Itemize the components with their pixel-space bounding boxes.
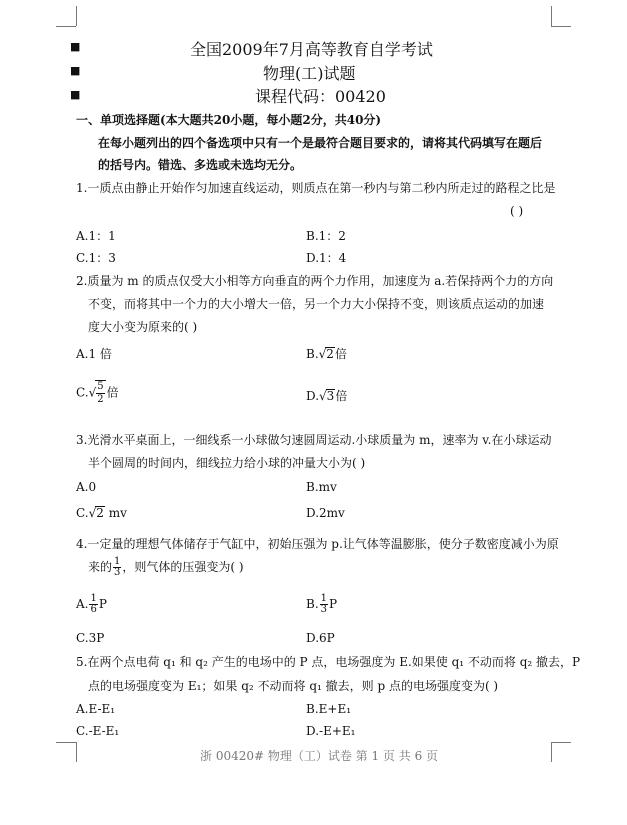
q2-option-c: C.√ $\frac{5}{2}$ 倍	[76, 381, 119, 405]
q4-option-c: C.3P	[76, 631, 105, 645]
crop-mark-top-right-h	[551, 26, 571, 27]
q2-option-c-prefix: C.	[76, 385, 89, 400]
q4-stem-line-1: 4.一定量的理想气体储存于气缸中，初始压强为 p.让气体等温膨胀，使分子数密度减小为原	[76, 537, 559, 551]
q3-option-b: B.mv	[306, 480, 337, 494]
q4-option-b-denominator: 3	[320, 604, 328, 615]
crop-mark-bottom-right-h	[551, 742, 571, 743]
crop-mark-bottom-left-h	[56, 742, 76, 743]
q2-option-b-suffix: 倍	[334, 347, 347, 361]
q1-answer-paren: ( )	[510, 204, 524, 218]
q2-option-c-suffix: 倍	[106, 385, 119, 400]
q5-stem-line-2: 点的电场强度变为 E₁；如果 q₂ 不动而将 q₁ 撤去，则 p 点的电场强度变为( )	[88, 679, 499, 693]
q3-option-c-suffix: mv	[108, 506, 127, 520]
q4-option-b-numerator: 1	[320, 593, 328, 604]
q2-option-b: B.√2倍	[306, 347, 347, 361]
q1-option-b: B.1：2	[306, 229, 346, 243]
q4-option-a-numerator: 1	[90, 593, 97, 604]
bullet-1: ■	[70, 40, 81, 53]
q2-option-a: A.1 倍	[76, 347, 112, 361]
q4-option-d: D.6P	[306, 631, 335, 645]
q2-option-d: D.√3倍	[306, 389, 348, 403]
crop-mark-bottom-right-v	[551, 742, 552, 762]
q3-option-c-prefix: C.	[76, 506, 89, 520]
q4-stem-line-2	[88, 557, 244, 578]
instruction-line-2: 的括号内。错选、多选或未选均无分。	[98, 158, 303, 172]
q1-stem: 1.一质点由静止开始作匀加速直线运动，则质点在第一秒内与第二秒内所走过的路程之比是	[76, 181, 556, 195]
q2-option-d-radicand: 3	[326, 389, 335, 403]
q5-stem-line-1: 5.在两个点电荷 q₁ 和 q₂ 产生的电场中的 P 点，电场强度为 E.如果使 q₁ 不动而将 q₂ 撤去，P	[76, 655, 581, 669]
q4-option-a-prefix: A.	[76, 597, 89, 611]
q2-option-c-fraction	[95, 380, 105, 406]
q4-option-b-fraction	[320, 594, 328, 615]
q3-stem-line-2: 半个圆周的时间内，细线拉力给小球的冲量大小为( )	[88, 456, 366, 470]
q2-option-c-denominator: 2	[97, 394, 104, 405]
q4-stem-suffix: ，则气体的压强变为( )	[122, 560, 244, 574]
q3-stem-line-1: 3.光滑水平桌面上，一细线系一小球做匀速圆周运动.小球质量为 m，速率为 v.在小球运动	[76, 433, 552, 447]
q2-option-c-numerator: 5	[97, 381, 104, 392]
q1-option-c: C.1：3	[76, 251, 116, 265]
q4-option-a-fraction	[89, 594, 97, 615]
exam-subtitle: 物理(工)试题	[263, 64, 356, 83]
q3-option-c: C.√2 mv	[76, 506, 127, 520]
q1-option-d: D.1：4	[306, 251, 347, 265]
q4-stem-prefix: 来的	[88, 560, 113, 574]
q5-option-b: B.E+E₁	[306, 702, 352, 716]
q5-option-d: D.-E+E₁	[306, 724, 356, 738]
q2-option-b-prefix: B.	[306, 347, 319, 361]
section-heading: 一、单项选择题(本大题共20小题，每小题2分，共40分)	[76, 113, 382, 127]
crop-mark-top-right-v	[551, 6, 552, 26]
q2-option-d-suffix: 倍	[335, 389, 348, 403]
q2-stem-line-3: 度大小变为原来的( )	[88, 320, 198, 334]
q1-option-a: A.1：1	[76, 229, 116, 243]
q4-option-b-prefix: B.	[306, 597, 319, 611]
course-code: 课程代码：00420	[255, 87, 386, 106]
bullet-3: ■	[70, 88, 81, 101]
q2-stem-line-1: 2.质量为 m 的质点仅受大小相等方向垂直的两个力作用，加速度为 a.若保持两个力的方向	[76, 274, 554, 288]
q5-option-c: C.-E-E₁	[76, 724, 120, 738]
page-footer: 浙 00420# 物理（工）试卷 第 1 页 共 6 页	[200, 749, 439, 763]
crop-mark-bottom-left-v	[76, 742, 77, 762]
q4-stem-numerator: 1	[114, 556, 121, 567]
bullet-2: ■	[70, 64, 81, 77]
crop-mark-top-left-v	[76, 6, 77, 26]
q2-option-d-prefix: D.	[306, 389, 320, 403]
q4-option-a	[76, 594, 107, 615]
q2-option-b-radicand: 2	[326, 347, 334, 361]
q4-option-a-denominator: 6	[90, 604, 97, 615]
q3-option-c-radicand: 2	[96, 506, 104, 520]
q2-stem-line-2: 不变，而将其中一个力的大小增大一倍，另一个力大小保持不变，则该质点运动的加速	[88, 297, 545, 311]
q4-option-b-suffix: P	[329, 597, 338, 611]
instruction-line-1: 在每小题列出的四个备选项中只有一个是最符合题目要求的，请将其代码填写在题后	[98, 136, 543, 150]
q4-stem-denominator: 3	[114, 567, 121, 578]
crop-mark-top-left-h	[56, 26, 76, 27]
q4-option-a-suffix: P	[98, 597, 107, 611]
q4-stem-fraction	[113, 557, 121, 578]
exam-title: 全国2009年7月高等教育自学考试	[190, 40, 433, 59]
q3-option-d: D.2mv	[306, 506, 345, 520]
q4-option-b	[306, 594, 337, 615]
q5-option-a: A.E-E₁	[76, 702, 116, 716]
q3-option-a: A.0	[76, 480, 97, 494]
